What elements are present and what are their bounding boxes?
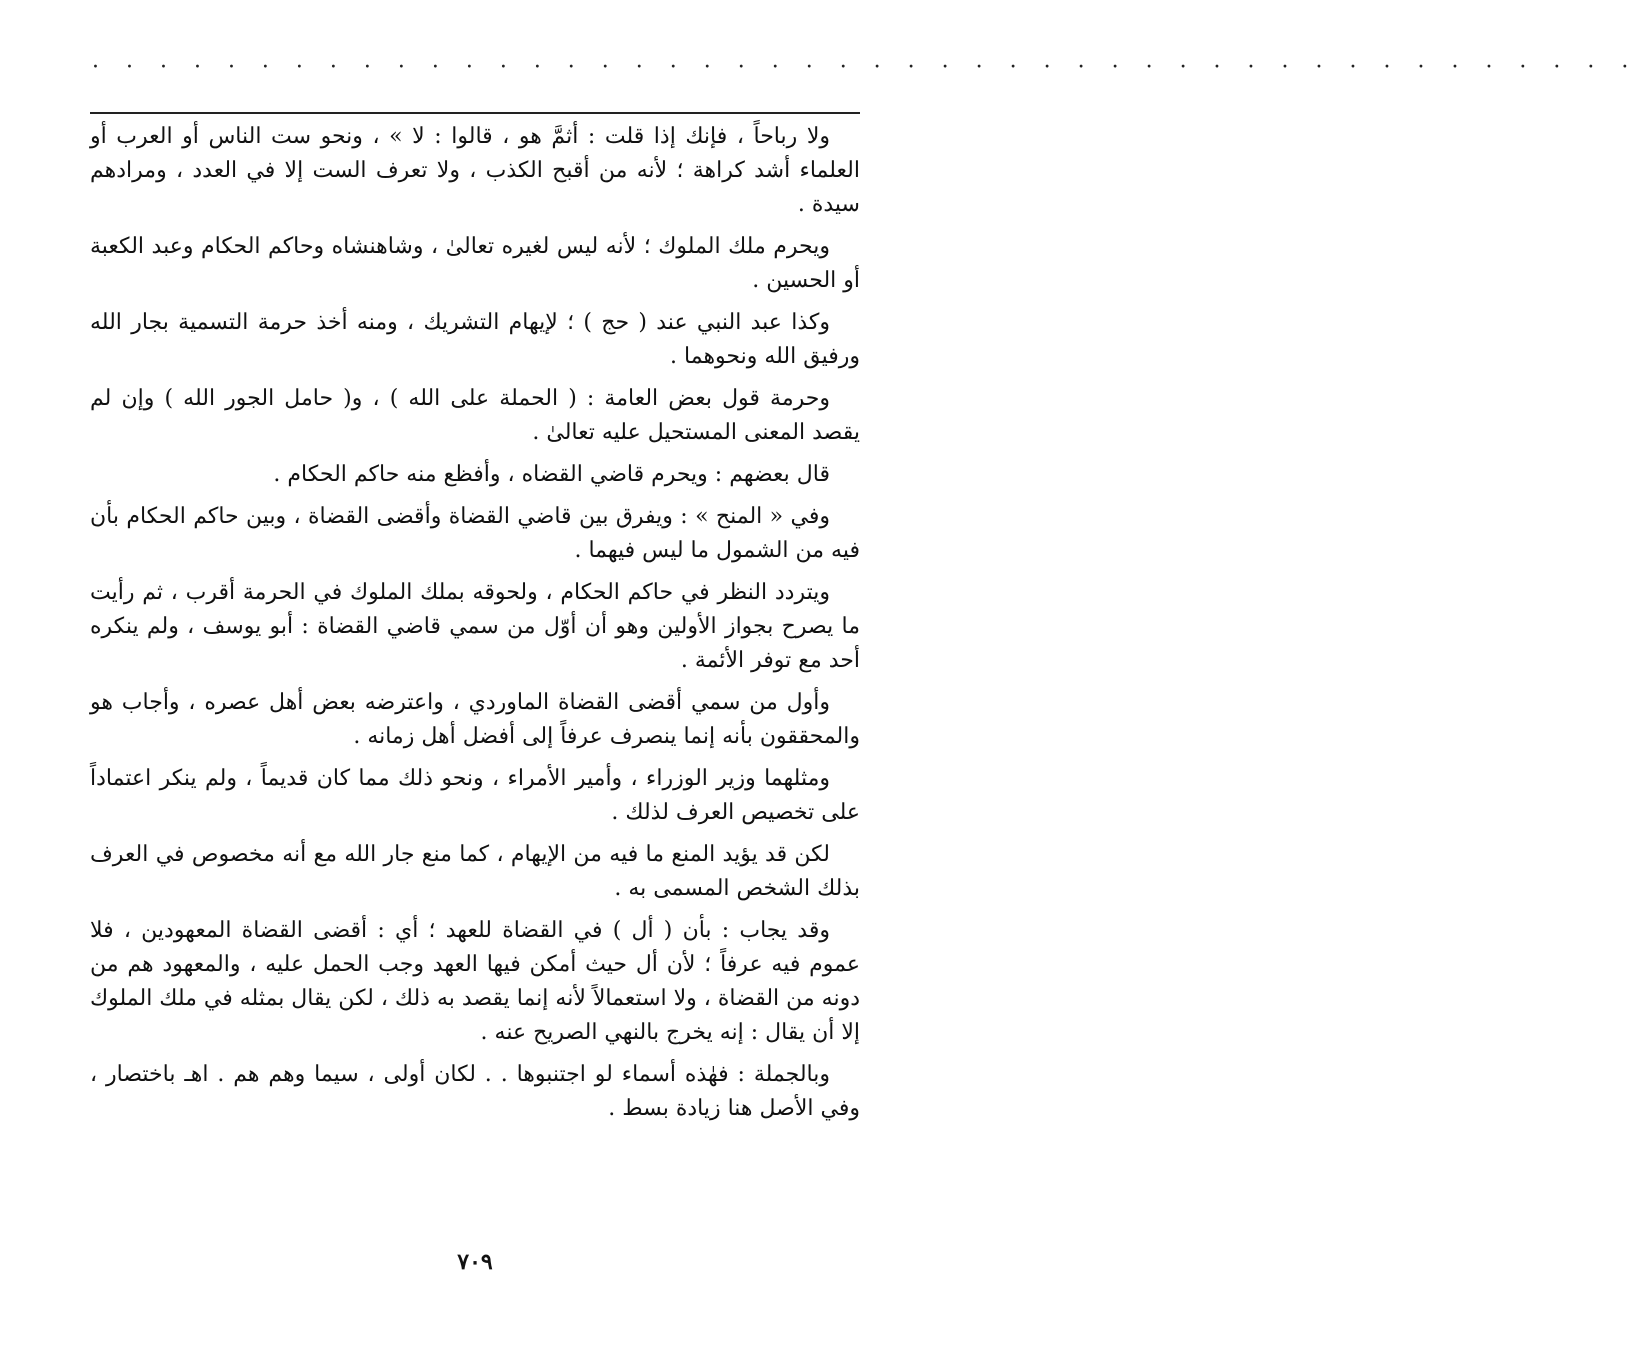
paragraph-9: ومثلهما وزير الوزراء ، وأمير الأمراء ، ونحو ذلك مما كان قديماً ، ولم ينكر اعتماداً على تخصيص العرف لذلك . bbox=[90, 766, 860, 825]
header-rule bbox=[90, 112, 860, 114]
header-dotted-line: · · · · · · · · · · · · · · · · · · · · · · · · · · · · · · · · · · · · · · · · · · · · · · bbox=[92, 55, 1638, 80]
paragraph-7: ويتردد النظر في حاكم الحكام ، ولحوقه بملك الملوك في الحرمة أقرب ، ثم رأيت ما يصرح بجواز الأولين وهو أن أوّل من سمي قاضي القضاة : أبو يوسف ، ولم ينكره أحد مع توفر الأئمة . bbox=[90, 580, 860, 673]
paragraph-12: وبالجملة : فهٰذه أسماء لو اجتنبوها . . لكان أولى ، سيما وهم هم . اهـ باختصار ، وفي الأصل هنا زيادة بسط . bbox=[90, 1062, 860, 1121]
page-number: ٧٠٩ bbox=[457, 1249, 493, 1275]
paragraph-6: وفي « المنح » : ويفرق بين قاضي القضاة وأقضى القضاة ، وبين حاكم الحكام بأن فيه من الشمول ما ليس فيهما . bbox=[90, 504, 860, 563]
paragraph-5: قال بعضهم : ويحرم قاضي القضاه ، وأفظع منه حاكم الحكام . bbox=[273, 462, 830, 487]
paragraph-8: وأول من سمي أقضى القضاة الماوردي ، واعترضه بعض أهل عصره ، وأجاب هو والمحققون بأنه إنما ينصرف عرفاً إلى أفضل أهل زمانه . bbox=[90, 690, 860, 749]
paragraph-11: وقد يجاب : بأن ( أل ) في القضاة للعهد ؛ أي : أقضى القضاة المعهودين ، فلا عموم فيه عرفاً ؛ لأن أل حيث أمكن فيها العهد وجب الحمل عليه ، والمعهود هم من دونه من القضاة ، ولا استعمالاً لأنه إنما يقصد به ذلك ، لكن يقال بمثله في ملك الملوك إلا أن يقال : إنه يخرج بالنهي الصريح عنه . bbox=[90, 918, 860, 1045]
paragraph-1: ولا رباحاً ، فإنك إذا قلت : أثمَّ هو ، قالوا : لا » ، ونحو ست الناس أو العرب أو العلماء أشد كراهة ؛ لأنه من أقبح الكذب ، ولا تعرف الست إلا في العدد ، ومرادهم سيدة . bbox=[90, 124, 860, 217]
paragraph-2: ويحرم ملك الملوك ؛ لأنه ليس لغيره تعالىٰ ، وشاهنشاه وحاكم الحكام وعبد الكعبة أو الحسين . bbox=[90, 234, 860, 293]
paragraph-4: وحرمة قول بعض العامة : ( الحملة على الله ) ، و( حامل الجور الله ) وإن لم يقصد المعنى المستحيل عليه تعالىٰ . bbox=[90, 386, 860, 445]
body-text bbox=[90, 120, 860, 1134]
paragraph-3: وكذا عبد النبي عند ( حج ) ؛ لإيهام التشريك ، ومنه أخذ حرمة التسمية بجار الله ورفيق الله ونحوهما . bbox=[90, 310, 860, 369]
paragraph-10: لكن قد يؤيد المنع ما فيه من الإيهام ، كما منع جار الله مع أنه مخصوص في العرف بذلك الشخص المسمى به . bbox=[90, 842, 860, 901]
